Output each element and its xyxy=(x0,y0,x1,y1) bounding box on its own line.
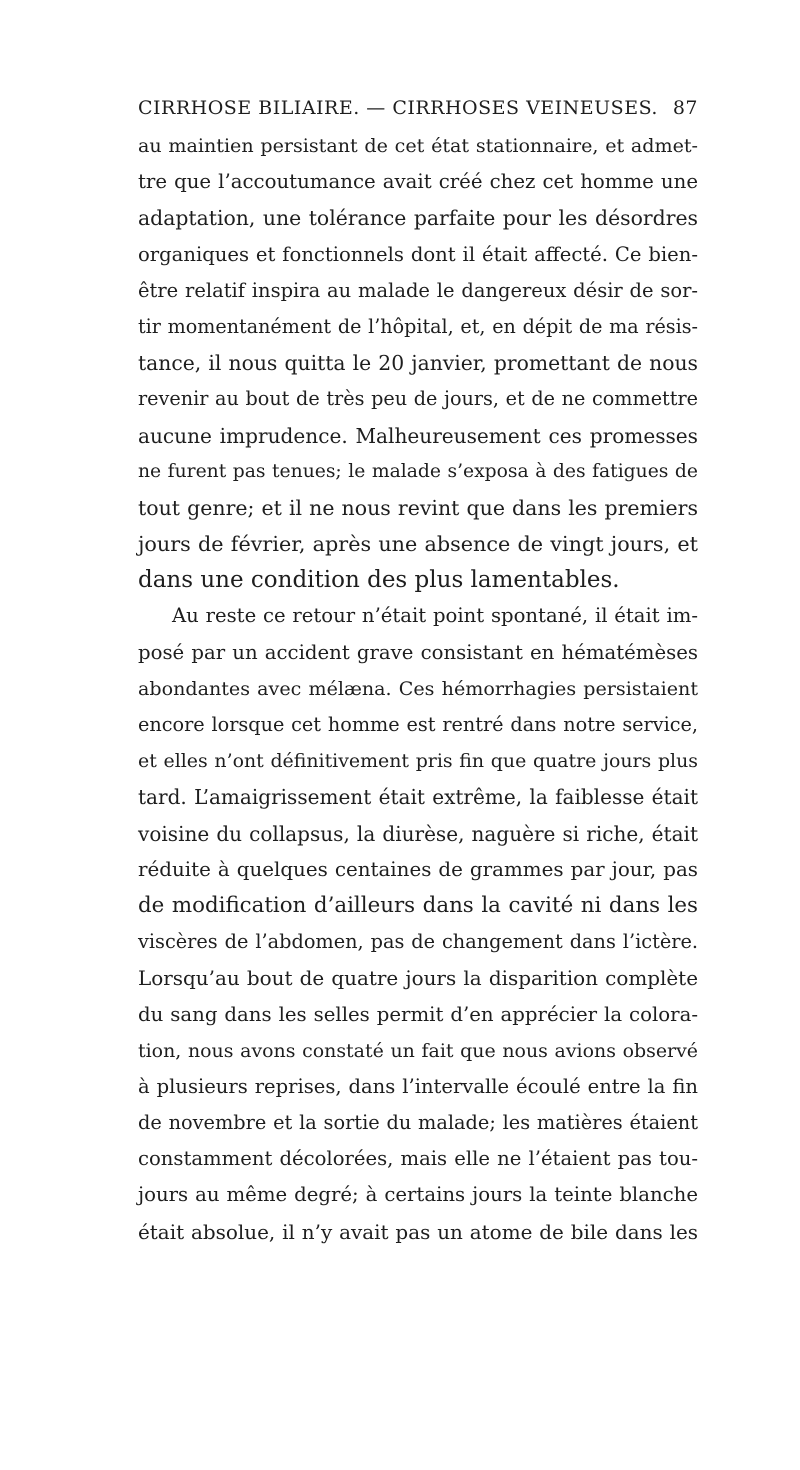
text-line: tout genre; et il ne nous revint que dans les premiers xyxy=(138,495,698,520)
text-line: était absolue, il n’y avait pas un atome de bile dans les xyxy=(138,1219,698,1244)
text-line: être relatif inspira au malade le dangereux désir de sor- xyxy=(138,278,698,302)
text-line: jours au même degré; à certains jours la teinte blanche xyxy=(138,1183,698,1207)
text-line: Au reste ce retour n’était point spontané, il était im- xyxy=(172,604,698,628)
text-line: tance, il nous quitta le 20 janvier, promettant de nous xyxy=(138,351,698,376)
body-text xyxy=(138,128,698,1250)
text-line: réduite à quelques centaines de grammes par jour, pas xyxy=(138,857,698,881)
text-line: tion, nous avons constaté un fait que nous avions observé xyxy=(138,1039,698,1062)
text-line: Lorsqu’au bout de quatre jours la disparition complète xyxy=(138,966,698,991)
text-line: viscères de l’abdomen, pas de changement dans l’ictère. xyxy=(138,930,698,954)
text-line: organiques et fonctionnels dont il était affecté. Ce bien- xyxy=(138,242,698,266)
page-number: 87 xyxy=(672,97,698,119)
text-line: dans une condition des plus lamentables. xyxy=(138,567,620,594)
text-line: tir momentanément de l’hôpital, et, en dépit de ma résis- xyxy=(138,314,698,338)
text-line: adaptation, une tolérance parfaite pour les désordres xyxy=(138,206,698,231)
text-line: voisine du collapsus, la diurèse, naguère si riche, était xyxy=(138,821,698,846)
text-line: du sang dans les selles permit d’en apprécier la colora- xyxy=(138,1002,698,1026)
text-line: tre que l’accoutumance avait créé chez cet homme une xyxy=(138,170,698,194)
text-line: revenir au bout de très peu de jours, et de ne commettre xyxy=(138,387,698,411)
text-line: encore lorsque cet homme est rentré dans notre service, xyxy=(138,713,698,736)
text-line: et elles n’ont définitivement pris fin que quatre jours plus xyxy=(138,750,698,773)
text-line: à plusieurs reprises, dans l’intervalle écoulé entre la fin xyxy=(138,1074,698,1098)
text-line: ne furent pas tenues; le malade s’exposa à des fatigues de xyxy=(138,460,698,482)
text-line: au maintien persistant de cet état stationnaire, et admet- xyxy=(138,135,698,157)
text-line: tard. L’amaigrissement était extrême, la faiblesse était xyxy=(138,785,698,810)
text-line: posé par un accident grave consistant en hématémèses xyxy=(138,640,698,664)
running-title: CIRRHOSE BILIAIRE. — CIRRHOSES VEINEUSES. xyxy=(138,97,658,119)
text-line: de modification d’ailleurs dans la cavité ni dans les xyxy=(138,892,698,918)
text-line: aucune imprudence. Malheureusement ces promesses xyxy=(138,423,698,448)
text-line: constamment décolorées, mais elle ne l’étaient pas tou- xyxy=(138,1147,698,1171)
text-line: jours de février, après une absence de vingt jours, et xyxy=(138,532,698,557)
running-head xyxy=(138,94,698,122)
text-line: de novembre et la sortie du malade; les matières étaient xyxy=(138,1111,698,1135)
text-line: abondantes avec mélæna. Ces hémorrhagies persistaient xyxy=(138,677,698,700)
